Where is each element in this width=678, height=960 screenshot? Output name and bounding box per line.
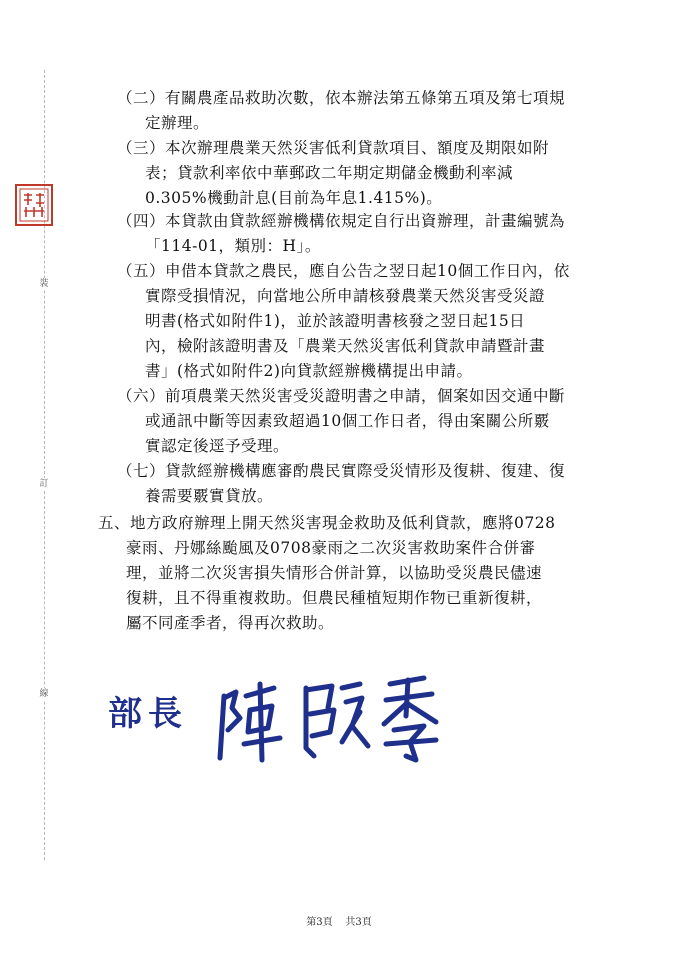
item-5-line-2: 實際受損情況，向當地公所申請核發農業天然災害受災證 <box>145 287 546 305</box>
item-7 <box>117 459 565 509</box>
item-7-line-1: （七）貸款經辦機構應審酌農民實際受災情形及復耕、復建、復 <box>117 462 566 480</box>
item-3-line-1: （三）本次辦理農業天然災害低利貸款項目、額度及期限如附 <box>117 139 550 157</box>
item-5-line-3: 明書(格式如附件1)，並於該證明書核發之翌日起15日 <box>145 312 526 330</box>
binding-char-ding: 訂 <box>37 478 51 490</box>
item-5-line-1: （五）申借本貸款之農民，應自公告之翌日起10個工作日內，依 <box>117 262 570 280</box>
item-3-line-2: 表；貸款利率依中華郵政二年期定期儲金機動利率減 <box>145 164 514 182</box>
item-5-line-4: 內，檢附該證明書及「農業天然災害低利貸款申請暨計畫 <box>145 337 546 355</box>
item-7-line-2: 養需要覈實貸放。 <box>145 487 274 505</box>
item-6-line-2: 或通訊中斷等因素致超過10個工作日者，得由案關公所覈 <box>145 412 550 430</box>
page-number: 第3頁 <box>306 917 333 928</box>
item-4-line-2: 「114-01，類別：H」。 <box>145 237 321 255</box>
item-2 <box>117 86 565 136</box>
section-5-line-4: 復耕，且不得重複救助。但農民種植短期作物已重新復耕， <box>126 589 543 607</box>
item-3-line-3: 0.305%機動計息(目前為年息1.415%)。 <box>145 189 443 207</box>
item-2-line-2: 定辦理。 <box>145 114 210 132</box>
item-4 <box>117 209 565 259</box>
handwritten-signature <box>210 668 460 768</box>
total-pages: 共3頁 <box>345 917 372 928</box>
section-5 <box>98 511 555 636</box>
binding-char-xian: 線 <box>37 688 51 700</box>
item-6-line-1: （六）前項農業天然災害受災證明書之申請，個案如因交通中斷 <box>117 387 566 405</box>
section-5-line-3: 理，並將二次災害損失情形合併計算，以協助受災農民儘速 <box>126 564 543 582</box>
item-2-line-1: （二）有關農產品救助次數，依本辦法第五條第五項及第七項規 <box>117 89 566 107</box>
item-6-line-3: 實認定後逕予受理。 <box>145 437 290 455</box>
item-3 <box>117 136 549 211</box>
official-seal-stamp <box>14 183 54 227</box>
binding-char-zhuang: 裝 <box>37 278 51 290</box>
section-5-line-1: 五、地方政府辦理上開天然災害現金救助及低利貸款，應將0728 <box>98 514 556 532</box>
item-6 <box>117 384 565 459</box>
item-5 <box>117 259 570 384</box>
minister-signature-block <box>100 668 460 768</box>
item-4-line-1: （四）本貸款由貸款經辦機構依規定自行出資辦理，計畫編號為 <box>117 212 566 230</box>
section-5-line-5: 屬不同產季者，得再次救助。 <box>126 614 335 632</box>
section-5-line-2: 豪雨、丹娜絲颱風及0708豪雨之二次災害救助案件合併審 <box>126 539 536 557</box>
page-footer <box>0 913 678 928</box>
minister-title: 部長 <box>108 694 188 734</box>
item-5-line-5: 書」(格式如附件2)向貸款經辦機構提出申請。 <box>145 362 473 380</box>
